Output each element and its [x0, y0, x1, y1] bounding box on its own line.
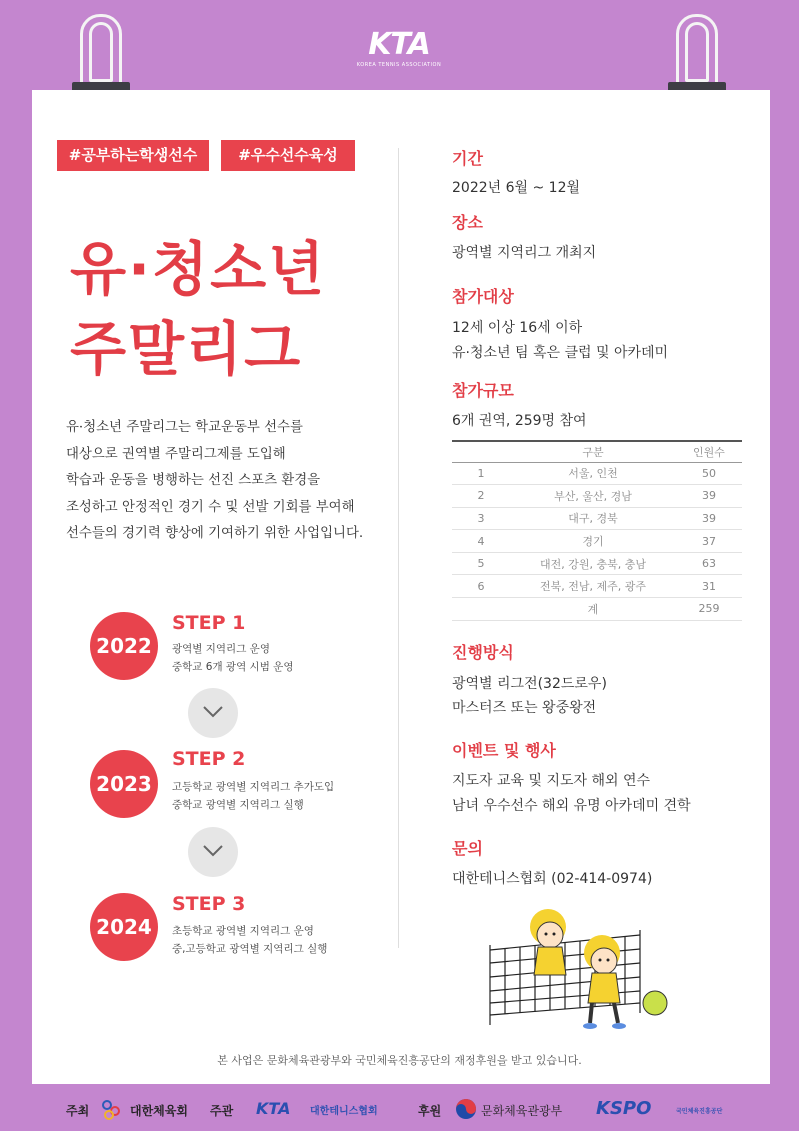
table-cell: 259 — [676, 598, 742, 621]
contact-heading: 문의 — [452, 839, 483, 858]
table-row — [452, 575, 742, 598]
hashtag-talent-development: #우수선수육성 — [221, 140, 355, 171]
venue-heading: 장소 — [452, 213, 483, 232]
step3-line: 초등학교 광역별 지역리그 운영 — [172, 925, 314, 937]
target-line: 유·청소년 팀 혹은 클럽 및 아카데미 — [452, 345, 669, 361]
target-line: 12세 이상 16세 이하 — [452, 320, 583, 336]
method-heading: 진행방식 — [452, 643, 514, 662]
step1-title: STEP 1 — [172, 612, 246, 634]
step1-year-badge: 2022 — [90, 612, 158, 680]
method-line: 광역별 리그전(32드로우) — [452, 676, 607, 692]
period-text: 2022년 6월 ~ 12월 — [452, 180, 581, 196]
sponsorship-footnote: 본 사업은 문화체육관광부와 국민체육진흥공단의 재정후원을 받고 있습니다. — [217, 1054, 582, 1067]
table-cell: 경기 — [510, 530, 676, 553]
table-cell: 대구, 경북 — [510, 507, 676, 530]
events-line: 남녀 우수선수 해외 유명 아카데미 견학 — [452, 798, 691, 814]
step2-line: 고등학교 광역별 지역리그 추가도입 — [172, 781, 335, 793]
table-cell: 5 — [452, 552, 510, 575]
table-header-cell: 구분 — [510, 441, 676, 462]
step3-year-badge: 2024 — [90, 893, 158, 961]
table-cell: 6 — [452, 575, 510, 598]
taeguk-icon — [455, 1098, 477, 1120]
tennis-ball-icon — [643, 991, 667, 1015]
step2-year-badge: 2023 — [90, 750, 158, 818]
intro-line: 대상으로 권역별 주말리그제를 도입해 — [66, 446, 286, 462]
table-cell: 37 — [676, 530, 742, 553]
period-heading: 기간 — [452, 149, 483, 168]
support-label: 후원 — [418, 1104, 442, 1118]
step1-line: 중학교 6개 광역 시범 운영 — [172, 661, 294, 673]
organizer-logo: KTA — [256, 1099, 291, 1118]
table-cell: 50 — [676, 462, 742, 485]
table-cell: 대전, 강원, 충북, 충남 — [510, 552, 676, 575]
table-cell: 4 — [452, 530, 510, 553]
kspo-subtitle: 국민체육진흥공단 — [676, 1108, 723, 1115]
sponsors-bar — [0, 1096, 799, 1124]
intro-line: 유·청소년 주말리그는 학교운동부 선수를 — [66, 420, 303, 435]
table-header-row — [452, 441, 742, 462]
chevron-down-icon — [188, 827, 238, 877]
table-row — [452, 507, 742, 530]
intro-line: 선수들의 경기력 향상에 기여하기 위한 사업입니다. — [66, 526, 364, 541]
poster-title-line2: 주말리그 — [70, 315, 303, 383]
venue-text: 광역별 지역리그 개최지 — [452, 245, 597, 261]
contact-text: 대한테니스협회 (02-414-0974) — [452, 871, 653, 887]
table-row — [452, 462, 742, 485]
table-cell: 서울, 인천 — [510, 462, 676, 485]
column-divider — [398, 148, 399, 948]
chevron-down-icon — [188, 688, 238, 738]
table-cell: 39 — [676, 485, 742, 508]
table-cell: 39 — [676, 507, 742, 530]
table-header-cell: 인원수 — [676, 441, 742, 462]
events-line: 지도자 교육 및 지도자 해외 연수 — [452, 773, 651, 789]
table-cell: 2 — [452, 485, 510, 508]
step1-line: 광역별 지역리그 운영 — [172, 643, 270, 655]
sport-council-icon — [100, 1099, 126, 1121]
table-cell: 3 — [452, 507, 510, 530]
table-header-cell — [452, 441, 510, 462]
scale-text: 6개 권역, 259명 참여 — [452, 413, 587, 429]
intro-line: 조성하고 안정적인 경기 수 및 선발 기회를 부여해 — [66, 499, 355, 515]
table-cell: 부산, 울산, 경남 — [510, 485, 676, 508]
table-cell: 1 — [452, 462, 510, 485]
table-cell: 계 — [510, 598, 676, 621]
intro-paragraph — [66, 415, 398, 548]
hashtag-student-athlete: #공부하는학생선수 — [57, 140, 209, 171]
step3-title: STEP 3 — [172, 893, 246, 915]
table-cell: 전북, 전남, 제주, 광주 — [510, 575, 676, 598]
kta-logo-subtitle: KOREA TENNIS ASSOCIATION — [356, 62, 442, 68]
table-row — [452, 530, 742, 553]
organizer-name: 대한테니스협회 — [310, 1106, 378, 1117]
step2-title: STEP 2 — [172, 748, 246, 770]
kspo-logo: KSPO — [596, 1098, 652, 1119]
organizer-label: 주관 — [210, 1104, 234, 1118]
poster-title-line1: 유·청소년 — [70, 235, 327, 303]
kids-tennis-illustration — [480, 905, 680, 1035]
table-cell — [452, 598, 510, 621]
events-heading: 이벤트 및 행사 — [452, 741, 556, 760]
step3-line: 중,고등학교 광역별 지역리그 실행 — [172, 943, 328, 955]
table-row — [452, 552, 742, 575]
intro-line: 학습과 운동을 병행하는 선진 스포츠 환경을 — [66, 473, 321, 488]
target-heading: 참가대상 — [452, 287, 514, 306]
participants-table — [452, 440, 742, 621]
table-row — [452, 485, 742, 508]
kta-logo — [356, 27, 442, 70]
table-cell: 63 — [676, 552, 742, 575]
support-name: 문화체육관광부 — [481, 1104, 563, 1118]
host-label: 주최 — [66, 1104, 90, 1118]
table-total-row — [452, 598, 742, 621]
host-name: 대한체육회 — [130, 1104, 188, 1118]
method-line: 마스터즈 또는 왕중왕전 — [452, 700, 597, 716]
kta-logo-mark: KTA — [368, 27, 430, 62]
table-cell: 31 — [676, 575, 742, 598]
step2-line: 중학교 광역별 지역리그 실행 — [172, 799, 304, 811]
scale-heading: 참가규모 — [452, 381, 514, 400]
